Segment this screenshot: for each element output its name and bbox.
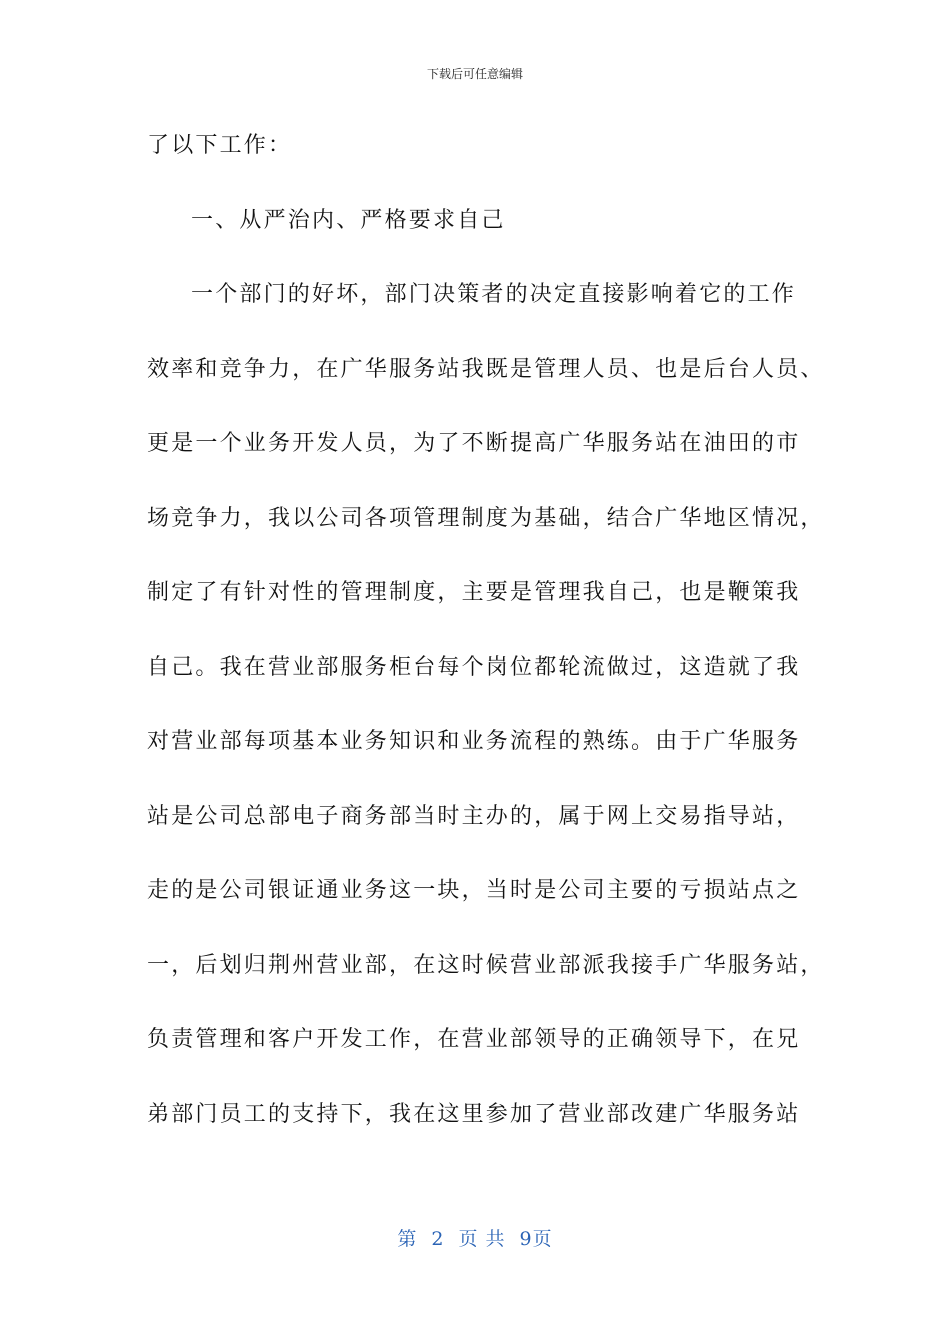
footer-middle: 页 共 (458, 1228, 506, 1250)
paragraph-line: 一个部门的好坏，部门决策者的决定直接影响着它的工作 (191, 282, 797, 307)
paragraph-line: 对营业部每项基本业务知识和业务流程的熟练。由于广华服务 (147, 729, 801, 754)
paragraph-line: 弟部门员工的支持下，我在这里参加了营业部改建广华服务站 (147, 1101, 801, 1127)
section-heading: 一、从严治内、严格要求自己 (191, 207, 506, 233)
paragraph-line: 效率和竞争力，在广华服务站我既是管理人员、也是后台人员、 (147, 356, 825, 382)
total-pages: 9页 (519, 1228, 553, 1250)
page-number-footer (0, 1226, 950, 1252)
paragraph-line: 负责管理和客户开发工作，在营业部领导的正确领导下，在兄 (147, 1027, 801, 1052)
paragraph-line: 走的是公司银证通业务这一块，当时是公司主要的亏损站点之 (147, 878, 801, 903)
paragraph-line: 自己。我在营业部服务柜台每个岗位都轮流做过，这造就了我 (147, 654, 801, 680)
page-header: 下载后可任意编辑 (426, 67, 523, 81)
paragraph-line: 场竞争力，我以公司各项管理制度为基础，结合广华地区情况， (147, 505, 825, 531)
paragraph-line: 站是公司总部电子商务部当时主办的，属于网上交易指导站， (147, 803, 801, 829)
paragraph-line: 更是一个业务开发人员，为了不断提高广华服务站在油田的市 (147, 431, 801, 456)
paragraph-line: 制定了有针对性的管理制度，主要是管理我自己，也是鞭策我 (147, 580, 801, 605)
footer-prefix: 第 (397, 1228, 418, 1250)
paragraph-line: 一，后划归荆州营业部，在这时候营业部派我接手广华服务站， (147, 952, 825, 978)
current-page-number: 2 (431, 1228, 445, 1250)
paragraph-line: 了以下工作： (147, 133, 293, 158)
document-body (147, 126, 827, 1169)
